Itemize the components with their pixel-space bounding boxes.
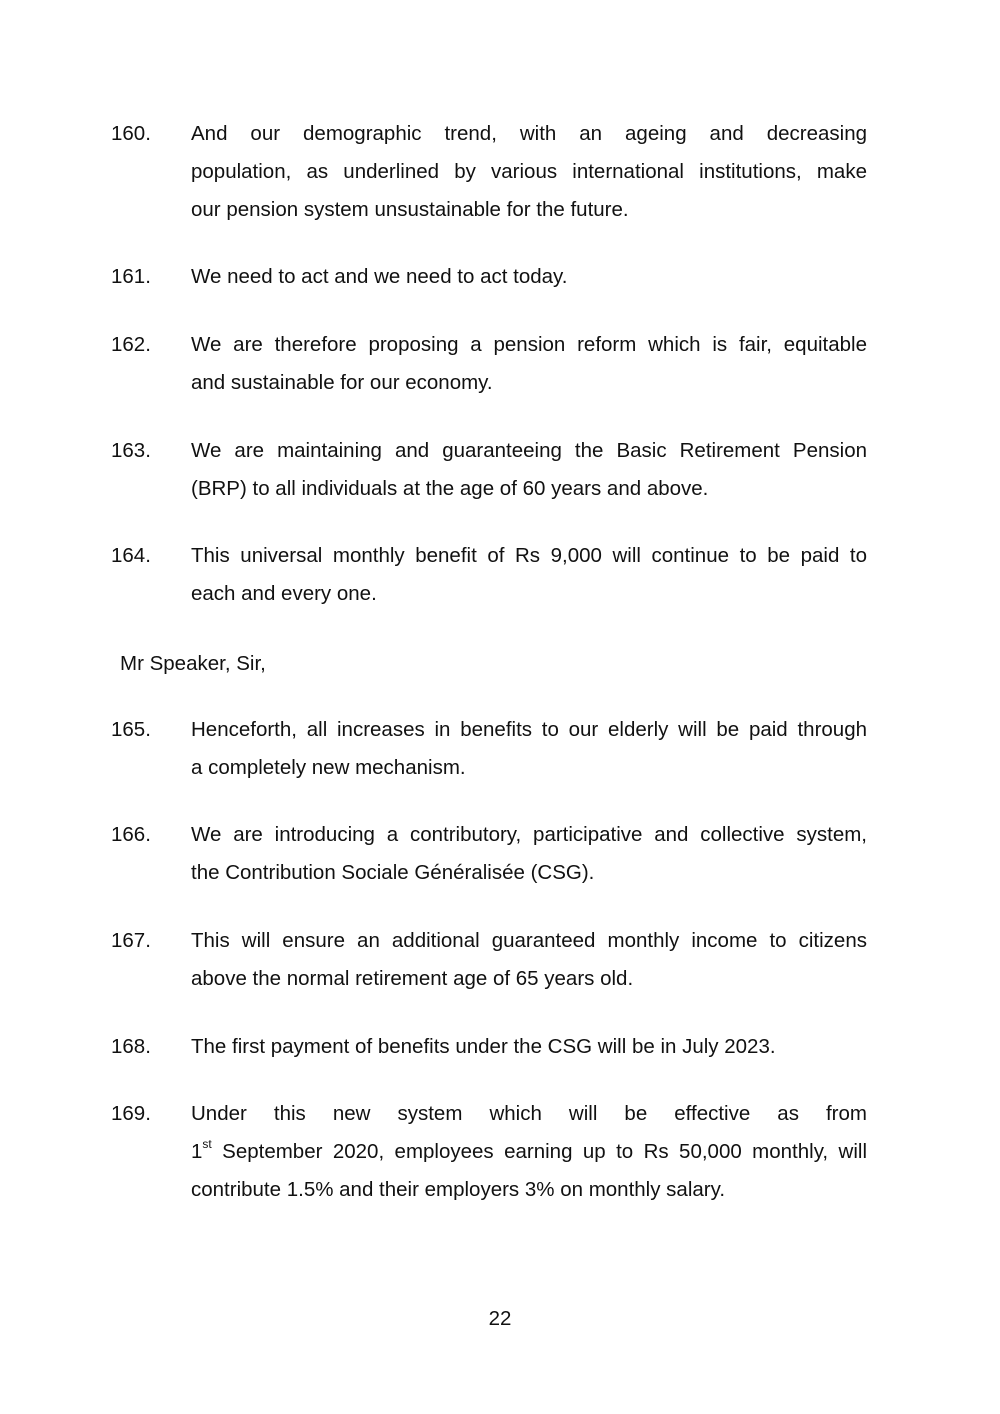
paragraph-166 — [111, 816, 867, 892]
paragraph-164 — [111, 537, 867, 613]
paragraph-line: We are therefore proposing a pension reform which is fair, equitable — [191, 333, 867, 356]
paragraph-line: population, as underlined by various international institutions, make — [191, 160, 867, 183]
paragraph-number: 169. — [111, 1102, 151, 1125]
paragraph-line: (BRP) to all individuals at the age of 60 years and above. — [191, 477, 709, 500]
paragraph-number: 163. — [111, 439, 151, 462]
paragraph-line: Under this new system which will be effective as from — [191, 1102, 867, 1125]
paragraph-number: 161. — [111, 265, 151, 288]
ordinal-suffix: st — [202, 1137, 212, 1152]
paragraph-165 — [111, 711, 867, 787]
paragraph-number: 162. — [111, 333, 151, 356]
paragraph-line: We are maintaining and guaranteeing the Basic Retirement Pension — [191, 439, 867, 462]
salutation: Mr Speaker, Sir, — [120, 652, 266, 675]
paragraph-line: And our demographic trend, with an ageing and decreasing — [191, 122, 867, 145]
paragraph-line: contribute 1.5% and their employers 3% on monthly salary. — [191, 1178, 726, 1201]
page-number: 22 — [488, 1307, 512, 1330]
paragraph-line: each and every one. — [191, 582, 377, 605]
paragraph-number: 160. — [111, 122, 151, 145]
paragraph-line: We need to act and we need to act today. — [191, 265, 568, 288]
ordinal-number: 1 — [191, 1140, 203, 1163]
paragraph-line: We are introducing a contributory, participative and collective system, — [191, 823, 867, 846]
paragraph-line: This will ensure an additional guaranteed monthly income to citizens — [191, 929, 867, 952]
paragraph-line — [191, 1133, 867, 1171]
paragraph-number: 166. — [111, 823, 151, 846]
paragraph-number: 165. — [111, 718, 151, 741]
paragraph-line: and sustainable for our economy. — [191, 371, 493, 394]
paragraph-number: 164. — [111, 544, 151, 567]
paragraph-number: 168. — [111, 1035, 151, 1058]
paragraph-167 — [111, 922, 867, 998]
paragraph-160 — [111, 115, 867, 229]
paragraph-line: the Contribution Sociale Généralisée (CSG). — [191, 861, 595, 884]
paragraph-162 — [111, 326, 867, 402]
paragraph-169 — [111, 1095, 867, 1209]
paragraph-line: above the normal retirement age of 65 years old. — [191, 967, 634, 990]
paragraph-168 — [111, 1028, 867, 1066]
paragraph-line-rest: September 2020, employees earning up to Rs 50,000 monthly, will — [211, 1140, 867, 1163]
paragraph-line: This universal monthly benefit of Rs 9,000 will continue to be paid to — [191, 544, 867, 567]
paragraph-161 — [111, 258, 867, 296]
paragraph-163 — [111, 432, 867, 508]
paragraph-line: our pension system unsustainable for the future. — [191, 198, 629, 221]
paragraph-line: Henceforth, all increases in benefits to our elderly will be paid through — [191, 718, 867, 741]
paragraph-line: a completely new mechanism. — [191, 756, 466, 779]
paragraph-line: The first payment of benefits under the CSG will be in July 2023. — [191, 1035, 776, 1058]
paragraph-number: 167. — [111, 929, 151, 952]
